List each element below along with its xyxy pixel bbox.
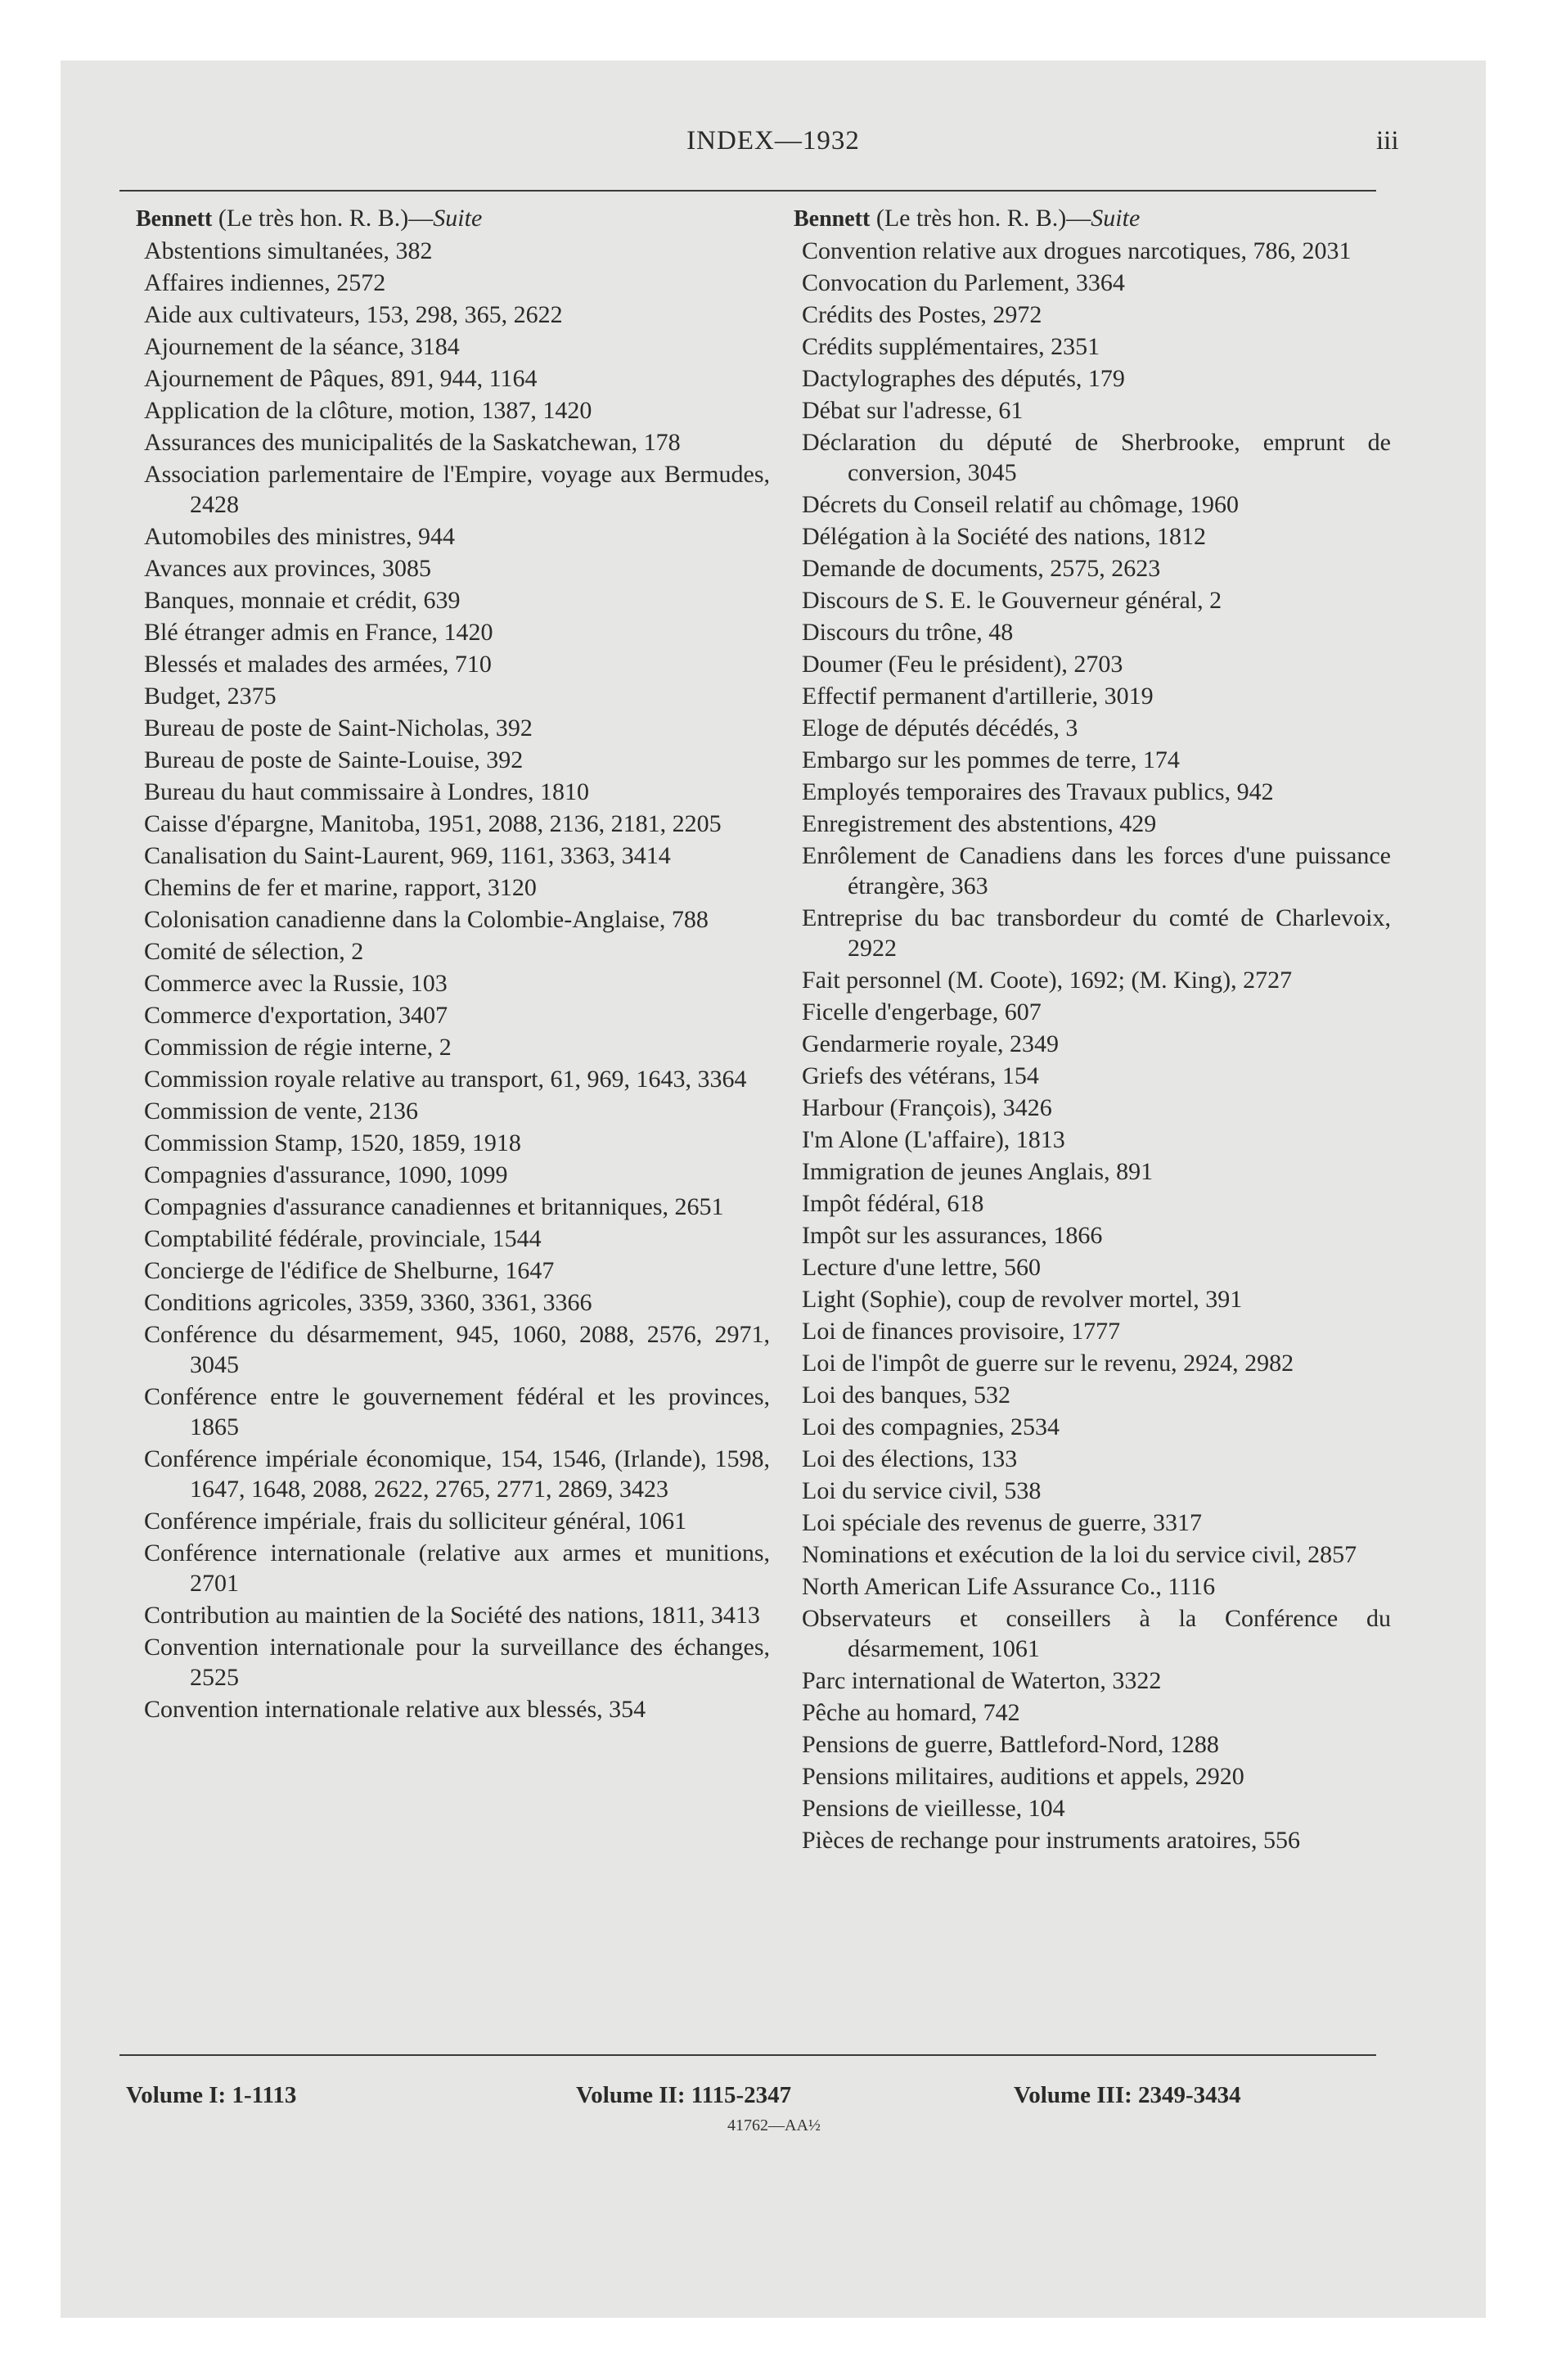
index-entry: Commission Stamp, 1520, 1859, 1918 bbox=[144, 1129, 521, 1156]
index-entry: Effectif permanent d'artillerie, 3019 bbox=[802, 683, 1154, 710]
index-entry: Entreprise du bac transbordeur du comté de Charlevoix, 2922 bbox=[802, 904, 1391, 962]
index-entry: Convention internationale pour la surveillance des échanges, 2525 bbox=[144, 1634, 770, 1691]
index-entry: Décrets du Conseil relatif au chômage, 1960 bbox=[802, 491, 1239, 518]
index-entry: Lecture d'une lettre, 560 bbox=[802, 1254, 1041, 1281]
index-entry: Convention internationale relative aux blessés, 354 bbox=[144, 1696, 646, 1723]
print-code: 41762—AA½ bbox=[727, 2116, 821, 2134]
index-entry: Conférence internationale (relative aux armes et munitions, 2701 bbox=[144, 1539, 770, 1597]
index-entry: Pensions militaires, auditions et appels, 2920 bbox=[802, 1763, 1244, 1790]
index-entry: Enregistrement des abstentions, 429 bbox=[802, 810, 1157, 837]
index-entry: Bureau de poste de Sainte-Louise, 392 bbox=[144, 746, 524, 773]
index-entry: Crédits des Postes, 2972 bbox=[802, 301, 1042, 328]
index-entry: Pêche au homard, 742 bbox=[802, 1699, 1020, 1726]
index-entry: Bureau de poste de Saint-Nicholas, 392 bbox=[144, 714, 533, 741]
index-entry: Automobiles des ministres, 944 bbox=[144, 523, 455, 550]
index-entry: Loi des banques, 532 bbox=[802, 1382, 1010, 1409]
index-entry: Discours du trône, 48 bbox=[802, 619, 1014, 646]
index-entry: Conférence du désarmement, 945, 1060, 2088, 2576, 2971, 3045 bbox=[144, 1321, 770, 1378]
index-entry: Conférence impériale économique, 154, 1546, (Irlande), 1598, 1647, 1648, 2088, 2622, 2765, 2771, 2869, 3423 bbox=[144, 1445, 770, 1503]
index-entry: Délégation à la Société des nations, 1812 bbox=[802, 523, 1207, 550]
right-column-heading bbox=[794, 203, 1383, 234]
index-entry: Dactylographes des députés, 179 bbox=[802, 365, 1125, 392]
index-entry: Assurances des municipalités de la Saskatchewan, 178 bbox=[144, 429, 681, 456]
index-entry: Discours de S. E. le Gouverneur général, 2 bbox=[802, 587, 1222, 614]
index-entry: I'm Alone (L'affaire), 1813 bbox=[802, 1126, 1065, 1153]
index-entry: Ficelle d'engerbage, 607 bbox=[802, 998, 1042, 1025]
index-entry: Compagnies d'assurance canadiennes et britanniques, 2651 bbox=[144, 1193, 724, 1220]
right-column bbox=[794, 203, 1391, 1857]
index-entry: Embargo sur les pommes de terre, 174 bbox=[802, 746, 1180, 773]
index-entry: Pièces de rechange pour instruments aratoires, 556 bbox=[802, 1827, 1300, 1854]
index-entry: Immigration de jeunes Anglais, 891 bbox=[802, 1158, 1154, 1185]
index-entry: Commission royale relative au transport, 61, 969, 1643, 3364 bbox=[144, 1066, 747, 1093]
index-entry: Banques, monnaie et crédit, 639 bbox=[144, 587, 461, 614]
index-entry: Conditions agricoles, 3359, 3360, 3361, 3366 bbox=[144, 1289, 592, 1316]
index-entry: Conférence impériale, frais du solliciteur général, 1061 bbox=[144, 1508, 687, 1535]
running-title: INDEX—1932 bbox=[686, 126, 860, 156]
index-entry: Loi des élections, 133 bbox=[802, 1445, 1018, 1472]
volume-1-range: Volume I: 1-1113 bbox=[126, 2082, 297, 2108]
index-entry: Observateurs et conseillers à la Conférence du désarmement, 1061 bbox=[802, 1605, 1391, 1662]
index-entry: Abstentions simultanées, 382 bbox=[144, 237, 433, 264]
index-entry: Contribution au maintien de la Société des nations, 1811, 3413 bbox=[144, 1602, 760, 1629]
header-rule bbox=[119, 190, 1376, 192]
index-entry: Loi de l'impôt de guerre sur le revenu, 2924, 2982 bbox=[802, 1350, 1294, 1377]
index-entry: Colonisation canadienne dans la Colombie-Anglaise, 788 bbox=[144, 906, 709, 933]
index-entry: Déclaration du député de Sherbrooke, emprunt de conversion, 3045 bbox=[802, 429, 1391, 486]
index-entry: Pensions de guerre, Battleford-Nord, 1288 bbox=[802, 1731, 1219, 1758]
index-entry: Application de la clôture, motion, 1387, 1420 bbox=[144, 397, 592, 424]
index-entry: Chemins de fer et marine, rapport, 3120 bbox=[144, 874, 537, 901]
index-entry: Demande de documents, 2575, 2623 bbox=[802, 555, 1161, 582]
index-entry: Ajournement de Pâques, 891, 944, 1164 bbox=[144, 365, 538, 392]
index-entry: Convocation du Parlement, 3364 bbox=[802, 269, 1125, 296]
left-column bbox=[136, 203, 770, 1726]
index-entry: Canalisation du Saint-Laurent, 969, 1161, 3363, 3414 bbox=[144, 842, 671, 869]
index-entry: Budget, 2375 bbox=[144, 683, 277, 710]
page-number: iii bbox=[1376, 126, 1399, 156]
index-entry: Impôt sur les assurances, 1866 bbox=[802, 1222, 1103, 1249]
index-entry: Fait personnel (M. Coote), 1692; (M. King), 2727 bbox=[802, 967, 1293, 994]
index-entry: Eloge de députés décédés, 3 bbox=[802, 714, 1078, 741]
index-entry: Harbour (François), 3426 bbox=[802, 1094, 1052, 1121]
index-entry: Conférence entre le gouvernement fédéral et les provinces, 1865 bbox=[144, 1383, 770, 1440]
index-entry: Association parlementaire de l'Empire, voyage aux Bermudes, 2428 bbox=[144, 461, 770, 518]
index-entry: Commerce avec la Russie, 103 bbox=[144, 970, 448, 997]
index-entry: Aide aux cultivateurs, 153, 298, 365, 2622 bbox=[144, 301, 563, 328]
left-column-heading bbox=[136, 203, 762, 234]
index-entry: Loi du service civil, 538 bbox=[802, 1477, 1042, 1504]
index-entry: Crédits supplémentaires, 2351 bbox=[802, 333, 1100, 360]
index-entry: Parc international de Waterton, 3322 bbox=[802, 1667, 1162, 1694]
heading-suite: Suite bbox=[1091, 205, 1141, 232]
index-entry: Avances aux provinces, 3085 bbox=[144, 555, 432, 582]
index-entry: Bureau du haut commissaire à Londres, 1810 bbox=[144, 778, 590, 805]
heading-suite: Suite bbox=[433, 205, 483, 232]
index-entry: Employés temporaires des Travaux publics, 942 bbox=[802, 778, 1274, 805]
index-entry: Commerce d'exportation, 3407 bbox=[144, 1002, 448, 1029]
index-entry: Convention relative aux drogues narcotiques, 786, 2031 bbox=[802, 237, 1352, 264]
index-entry: Blé étranger admis en France, 1420 bbox=[144, 619, 493, 646]
index-entry: Comptabilité fédérale, provinciale, 1544 bbox=[144, 1225, 542, 1252]
right-entry-list bbox=[794, 236, 1391, 1855]
index-entry: Loi spéciale des revenus de guerre, 3317 bbox=[802, 1509, 1202, 1536]
index-entry: Nominations et exécution de la loi du service civil, 2857 bbox=[802, 1541, 1357, 1568]
volume-3-range: Volume III: 2349-3434 bbox=[1014, 2082, 1241, 2108]
index-entry: Loi de finances provisoire, 1777 bbox=[802, 1318, 1121, 1345]
index-entry: Concierge de l'édifice de Shelburne, 1647 bbox=[144, 1257, 555, 1284]
heading-qualifier: (Le très hon. R. B.)— bbox=[875, 205, 1091, 232]
left-entry-list bbox=[136, 236, 770, 1724]
index-entry: Compagnies d'assurance, 1090, 1099 bbox=[144, 1161, 508, 1188]
index-entry: Pensions de vieillesse, 104 bbox=[802, 1795, 1065, 1822]
index-entry: Débat sur l'adresse, 61 bbox=[802, 397, 1024, 424]
index-entry: Commission de régie interne, 2 bbox=[144, 1034, 452, 1061]
index-entry: Light (Sophie), coup de revolver mortel, 391 bbox=[802, 1286, 1243, 1313]
index-entry: Affaires indiennes, 2572 bbox=[144, 269, 386, 296]
index-entry: Commission de vente, 2136 bbox=[144, 1098, 418, 1125]
index-entry: Blessés et malades des armées, 710 bbox=[144, 651, 492, 678]
index-entry: Comité de sélection, 2 bbox=[144, 938, 364, 965]
footer-rule bbox=[119, 2054, 1376, 2056]
volume-ranges bbox=[126, 2082, 1370, 2115]
heading-qualifier: (Le très hon. R. B.)— bbox=[218, 205, 434, 232]
index-entry: North American Life Assurance Co., 1116 bbox=[802, 1573, 1216, 1600]
index-entry: Doumer (Feu le président), 2703 bbox=[802, 651, 1123, 678]
index-entry: Gendarmerie royale, 2349 bbox=[802, 1030, 1060, 1057]
index-entry: Ajournement de la séance, 3184 bbox=[144, 333, 460, 360]
index-entry: Enrôlement de Canadiens dans les forces d'une puissance étrangère, 363 bbox=[802, 842, 1391, 899]
index-entry: Caisse d'épargne, Manitoba, 1951, 2088, 2136, 2181, 2205 bbox=[144, 810, 722, 837]
index-entry: Griefs des vétérans, 154 bbox=[802, 1062, 1039, 1089]
page-header bbox=[61, 61, 1486, 192]
heading-name: Bennett bbox=[136, 206, 213, 232]
volume-2-range: Volume II: 1115-2347 bbox=[576, 2082, 792, 2108]
index-entry: Impôt fédéral, 618 bbox=[802, 1190, 984, 1217]
heading-name: Bennett bbox=[794, 206, 871, 232]
index-entry: Loi des compagnies, 2534 bbox=[802, 1413, 1060, 1440]
